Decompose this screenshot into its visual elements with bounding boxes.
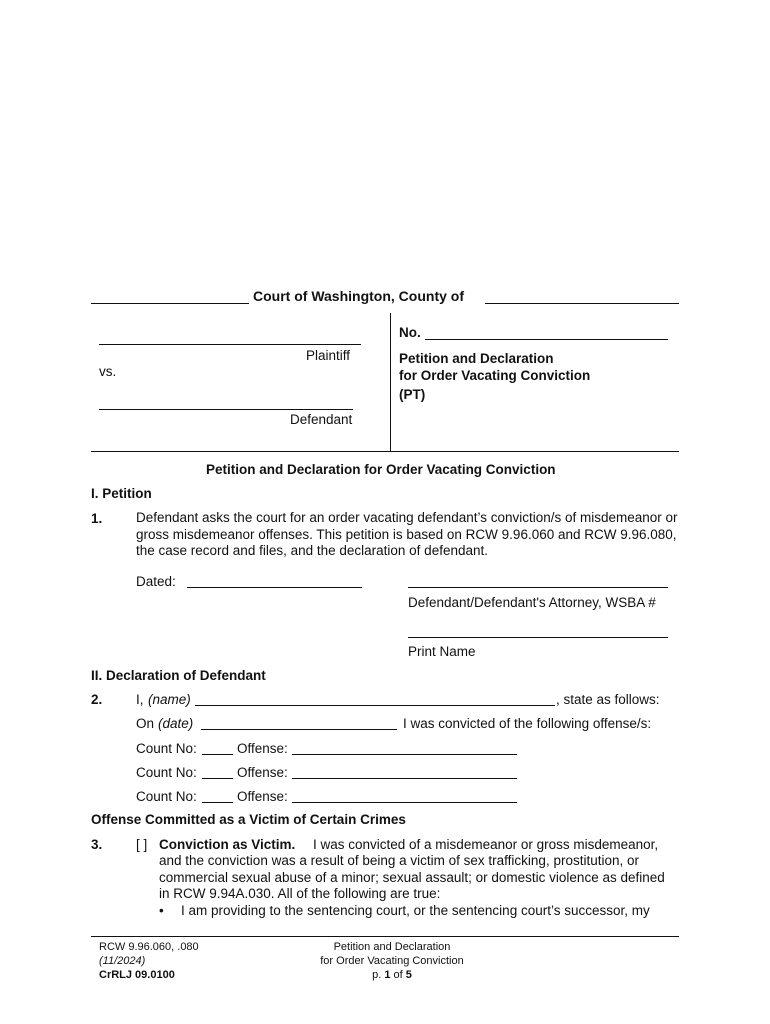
footer-page-number xyxy=(292,969,492,982)
dated-blank[interactable] xyxy=(187,587,362,588)
vs-label: vs. xyxy=(99,364,117,379)
name-hint: (name) xyxy=(148,692,191,707)
item1-number: 1. xyxy=(91,511,103,526)
print-name-label: Print Name xyxy=(408,644,476,659)
victim-line2: and the conviction was a result of being a victim of sex trafficking, prostitution, or xyxy=(159,853,639,868)
defendant-blank[interactable] xyxy=(99,409,353,410)
item1-paragraph: Defendant asks the court for an order vacating defendant’s conviction/s of misdemeanor or gross misdemeanor offenses. This petition is based on RCW 9.96.060 and RCW 9.96.080, the case record and files, and the declaration of defendant. xyxy=(136,510,678,558)
caption-bottom-rule xyxy=(91,451,679,452)
convicted-text: I was convicted of the following offense/s: xyxy=(403,716,652,731)
signature-blank[interactable] xyxy=(408,587,668,588)
item3-number: 3. xyxy=(91,837,103,852)
count-label: Count No: xyxy=(136,765,197,780)
victim-line1: I was convicted of a misdemeanor or gross misdemeanor, xyxy=(313,837,659,852)
case-no-label: No. xyxy=(399,325,421,340)
footer-date: (11/2024) xyxy=(99,955,146,967)
i-prefix: I, xyxy=(136,692,144,707)
print-name-blank[interactable] xyxy=(408,637,668,638)
offense-blank[interactable] xyxy=(292,802,517,803)
count-number-blank[interactable] xyxy=(202,778,233,779)
signature-label: Defendant/Defendant's Attorney, WSBA # xyxy=(408,595,656,610)
page-prefix: p. xyxy=(372,969,382,981)
offense-blank[interactable] xyxy=(292,778,517,779)
footer-form-code: CrRLJ 09.0100 xyxy=(99,969,175,981)
count-number-blank[interactable] xyxy=(202,754,233,755)
footer-title-line1: Petition and Declaration xyxy=(333,941,451,953)
page-total: 5 xyxy=(405,969,412,981)
victim-line3: commercial sexual abuse of a minor; sexual assault; or domestic violence as defined xyxy=(159,870,665,885)
page-current: 1 xyxy=(384,969,391,981)
item2-number: 2. xyxy=(91,692,103,707)
offense-label: Offense: xyxy=(237,765,288,780)
section3-heading: Offense Committed as a Victim of Certain Crimes xyxy=(91,812,406,827)
main-title: Petition and Declaration for Order Vacating Conviction xyxy=(206,462,556,477)
offense-blank[interactable] xyxy=(292,754,517,755)
victim-bold-lead: Conviction as Victim. xyxy=(159,837,296,852)
footer-rule xyxy=(91,936,679,937)
footer-title-line2: for Order Vacating Conviction xyxy=(320,955,464,967)
on-prefix: On xyxy=(136,716,155,731)
dated-label: Dated: xyxy=(136,574,176,589)
count-label: Count No: xyxy=(136,741,197,756)
doc-code: (PT) xyxy=(399,387,426,402)
court-heading: Court of Washington, County of xyxy=(253,288,464,304)
footer-statute: RCW 9.96.060, .080 xyxy=(99,941,199,953)
plaintiff-label: Plaintiff xyxy=(306,348,351,363)
victim-line4: in RCW 9.94A.030. All of the following are true: xyxy=(159,886,441,901)
offense-label: Offense: xyxy=(237,789,288,804)
defendant-label: Defendant xyxy=(290,412,353,427)
victim-checkbox[interactable]: [ ] xyxy=(136,837,148,852)
plaintiff-blank[interactable] xyxy=(99,344,361,345)
bullet-dot-icon: • xyxy=(159,903,164,918)
bullet-item xyxy=(159,902,650,919)
county-blank[interactable] xyxy=(485,303,679,304)
offense-label: Offense: xyxy=(237,741,288,756)
doc-title-line2: for Order Vacating Conviction xyxy=(399,368,591,383)
court-blank[interactable] xyxy=(91,303,249,304)
section1-heading: I. Petition xyxy=(91,486,152,501)
doc-title-line1: Petition and Declaration xyxy=(399,351,554,366)
section2-heading: II. Declaration of Defendant xyxy=(91,668,266,683)
page-of: of xyxy=(393,969,403,981)
bullet-text: I am providing to the sentencing court, or the sentencing court’s successor, my xyxy=(181,903,650,918)
name-blank[interactable] xyxy=(195,705,555,706)
count-label: Count No: xyxy=(136,789,197,804)
state-suffix: , state as follows: xyxy=(556,692,660,707)
date-hint: (date) xyxy=(158,716,194,731)
case-no-blank[interactable] xyxy=(425,339,668,340)
caption-divider xyxy=(390,313,391,451)
count-number-blank[interactable] xyxy=(202,802,233,803)
conviction-date-blank[interactable] xyxy=(201,729,397,730)
